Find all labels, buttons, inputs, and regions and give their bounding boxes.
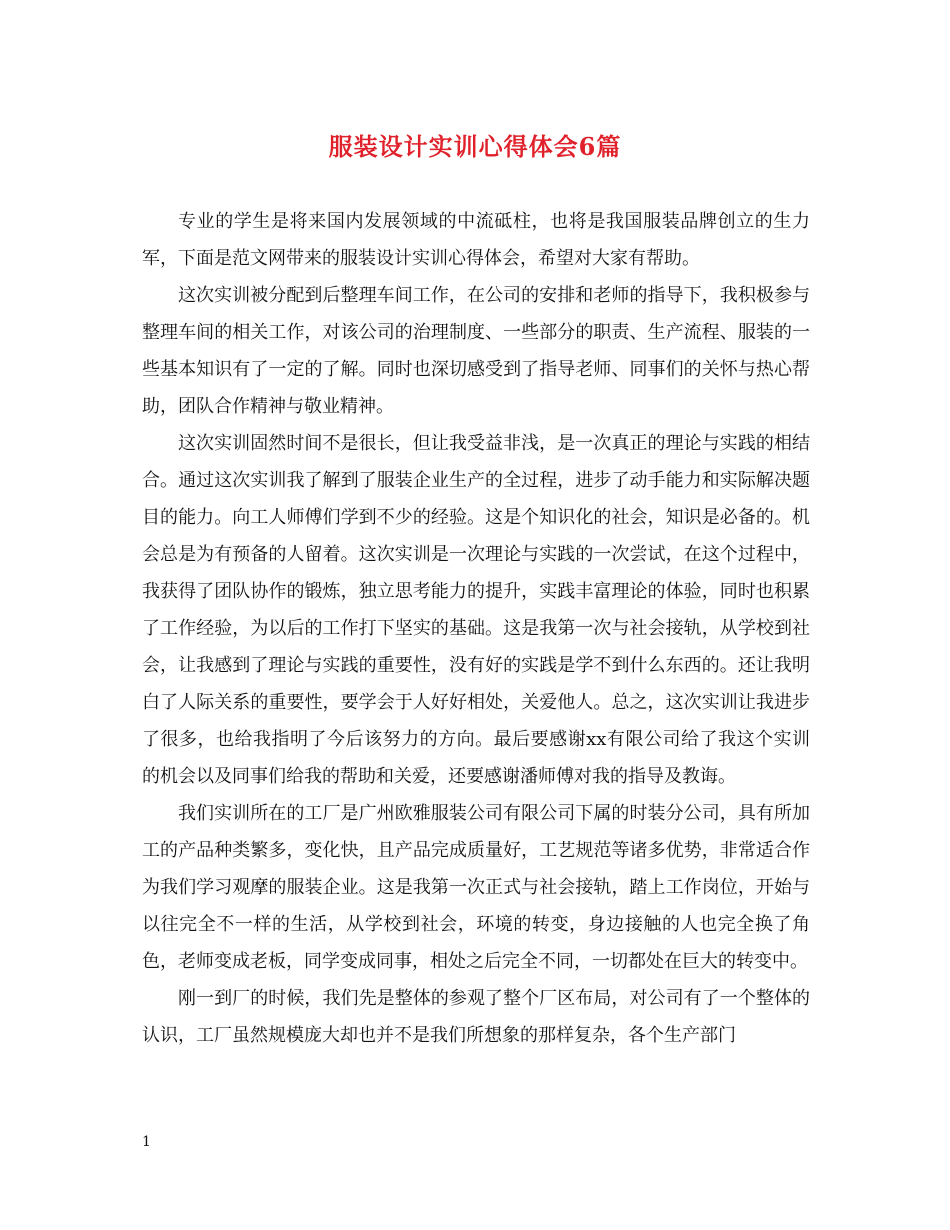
paragraph-5: 刚一到厂的时候，我们先是整体的参观了整个厂区布局，对公司有了一个整体的认识，工厂虽然规模庞大却也并不是我们所想象的那样复杂，各个生产部门 (142, 988, 810, 1046)
paragraph-4: 我们实训所在的工厂是广州欧雅服装公司有限公司下属的时装分公司，具有所加工的产品种类繁多，变化快，且产品完成质量好，工艺规范等诸多优势，非常适合作为我们学习观摩的服装企业。这是我第一次正式与社会接轨，踏上工作岗位，开始与以往完全不一样的生活，从学校到社会，环境的转变，身边接触的人也完全换了角色，老师变成老板，同学变成同事，相处之后完全不同，一切都处在巨大的转变中。 (142, 803, 810, 972)
document-body (142, 203, 810, 1054)
paragraph-2: 这次实训被分配到后整理车间工作，在公司的安排和老师的指导下，我积极参与整理车间的相关工作，对该公司的治理制度、一些部分的职责、生产流程、服装的一些基本知识有了一定的了解。同时也深切感受到了指导老师、同事们的关怀与热心帮助，团队合作精神与敬业精神。 (142, 285, 810, 417)
paragraph-3: 这次实训固然时间不是很长，但让我受益非浅，是一次真正的理论与实践的相结合。通过这次实训我了解到了服装企业生产的全过程，进步了动手能力和实际解决题目的能力。向工人师傅们学到不少的经验。这是个知识化的社会，知识是必备的。机会总是为有预备的人留着。这次实训是一次理论与实践的一次尝试，在这个过程中，我获得了团队协作的锻炼，独立思考能力的提升，实践丰富理论的体验，同时也积累了工作经验，为以后的工作打下坚实的基础。这是我第一次与社会接轨，从学校到社会，让我感到了理论与实践的重要性，没有好的实践是学不到什么东西的。还让我明白了人际关系的重要性，要学会于人好好相处，关爱他人。总之，这次实训让我进步了很多，也给我指明了今后该努力的方向。最后要感谢xx有限公司给了我这个实训的机会以及同事们给我的帮助和关爱，还要感谢潘师傅对我的指导及教诲。 (142, 433, 810, 787)
document-title: 服装设计实训心得体会6篇 (328, 132, 622, 161)
paragraph-1: 专业的学生是将来国内发展领域的中流砥柱，也将是我国服装品牌创立的生力军，下面是范文网带来的服装设计实训心得体会，希望对大家有帮助。 (142, 211, 810, 269)
page-number: 1 (142, 1134, 151, 1150)
